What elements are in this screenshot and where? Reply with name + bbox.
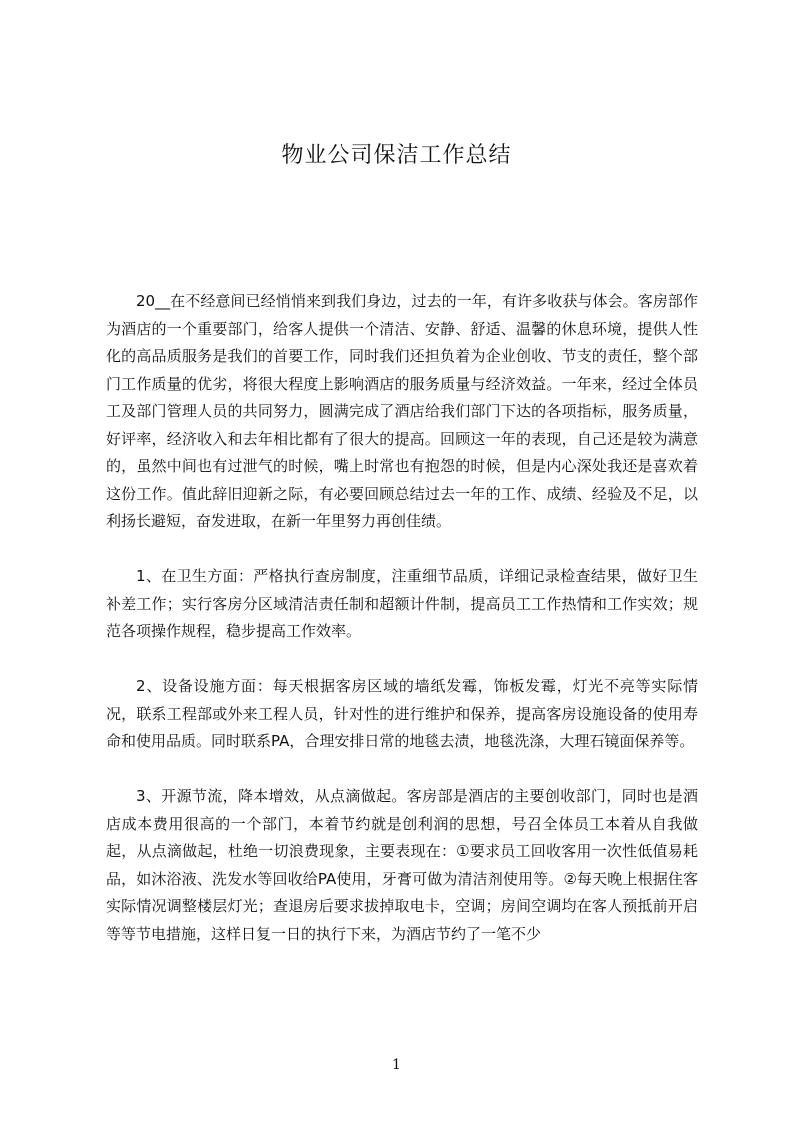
page-number: 1 <box>392 1057 401 1073</box>
paragraph-cost-saving: 3、开源节流，降本增效，从点滴做起。客房部是酒店的主要创收部门，同时也是酒店成本费用很高的一个部门，本着节约就是创利润的思想，号召全体员工本着从自我做起，从点滴做起，杜绝一切浪费现象，主要表现在：①要求员工回收客用一次性低值易耗品，如沐浴液、洗发水等回收给PA使用，牙膏可做为清洁剂使用等。②每天晚上根据住客实际情况调整楼层灯光；查退房后要求拔掉取电卡，空调；房间空调均在客人预抵前开启等等节电措施，这样日复一日的执行下来，为酒店节约了一笔不少 <box>106 787 698 943</box>
paragraph-intro: 20__在不经意间已经悄悄来到我们身边，过去的一年，有许多收获与体会。客房部作为酒店的一个重要部门，给客人提供一个清洁、安静、舒适、温馨的休息环境，提供人性化的高品质服务是我们的首要工作，同时我们还担负着为企业创收、节支的责任，整个部门工作质量的优劣，将很大程度上影响酒店的服务质量与经济效益。一年来，经过全体员工及部门管理人员的共同努力，圆满完成了酒店给我们部门下达的各项指标，服务质量，好评率，经济收入和去年相比都有了很大的提高。回顾这一年的表现，自己还是较为满意的，虽然中间也有过泄气的时候，嘴上时常也有抱怨的时候，但是内心深处我还是喜欢着这份工作。值此辞旧迎新之际，有必要回顾总结过去一年的工作、成绩、经验及不足，以利扬长避短，奋发进取，在新一年里努力再创佳绩。 <box>106 292 698 530</box>
paragraph-facilities: 2、设备设施方面：每天根据客房区域的墙纸发霉，饰板发霉，灯光不亮等实际情况，联系工程部或外来工程人员，针对性的进行维护和保养，提高客房设施设备的使用寿命和使用品质。同时联系PA，合理安排日常的地毯去渍，地毯洗涤，大理石镜面保养等。 <box>106 677 698 750</box>
document-body <box>106 288 698 976</box>
document-title: 物业公司保洁工作总结 <box>281 143 512 168</box>
paragraph-hygiene: 1、在卫生方面：严格执行查房制度，注重细节品质，详细记录检查结果，做好卫生补差工作；实行客房分区域清洁责任制和超额计件制，提高员工工作热情和工作实效；规范各项操作规程，稳步提高工作效率。 <box>106 567 698 640</box>
